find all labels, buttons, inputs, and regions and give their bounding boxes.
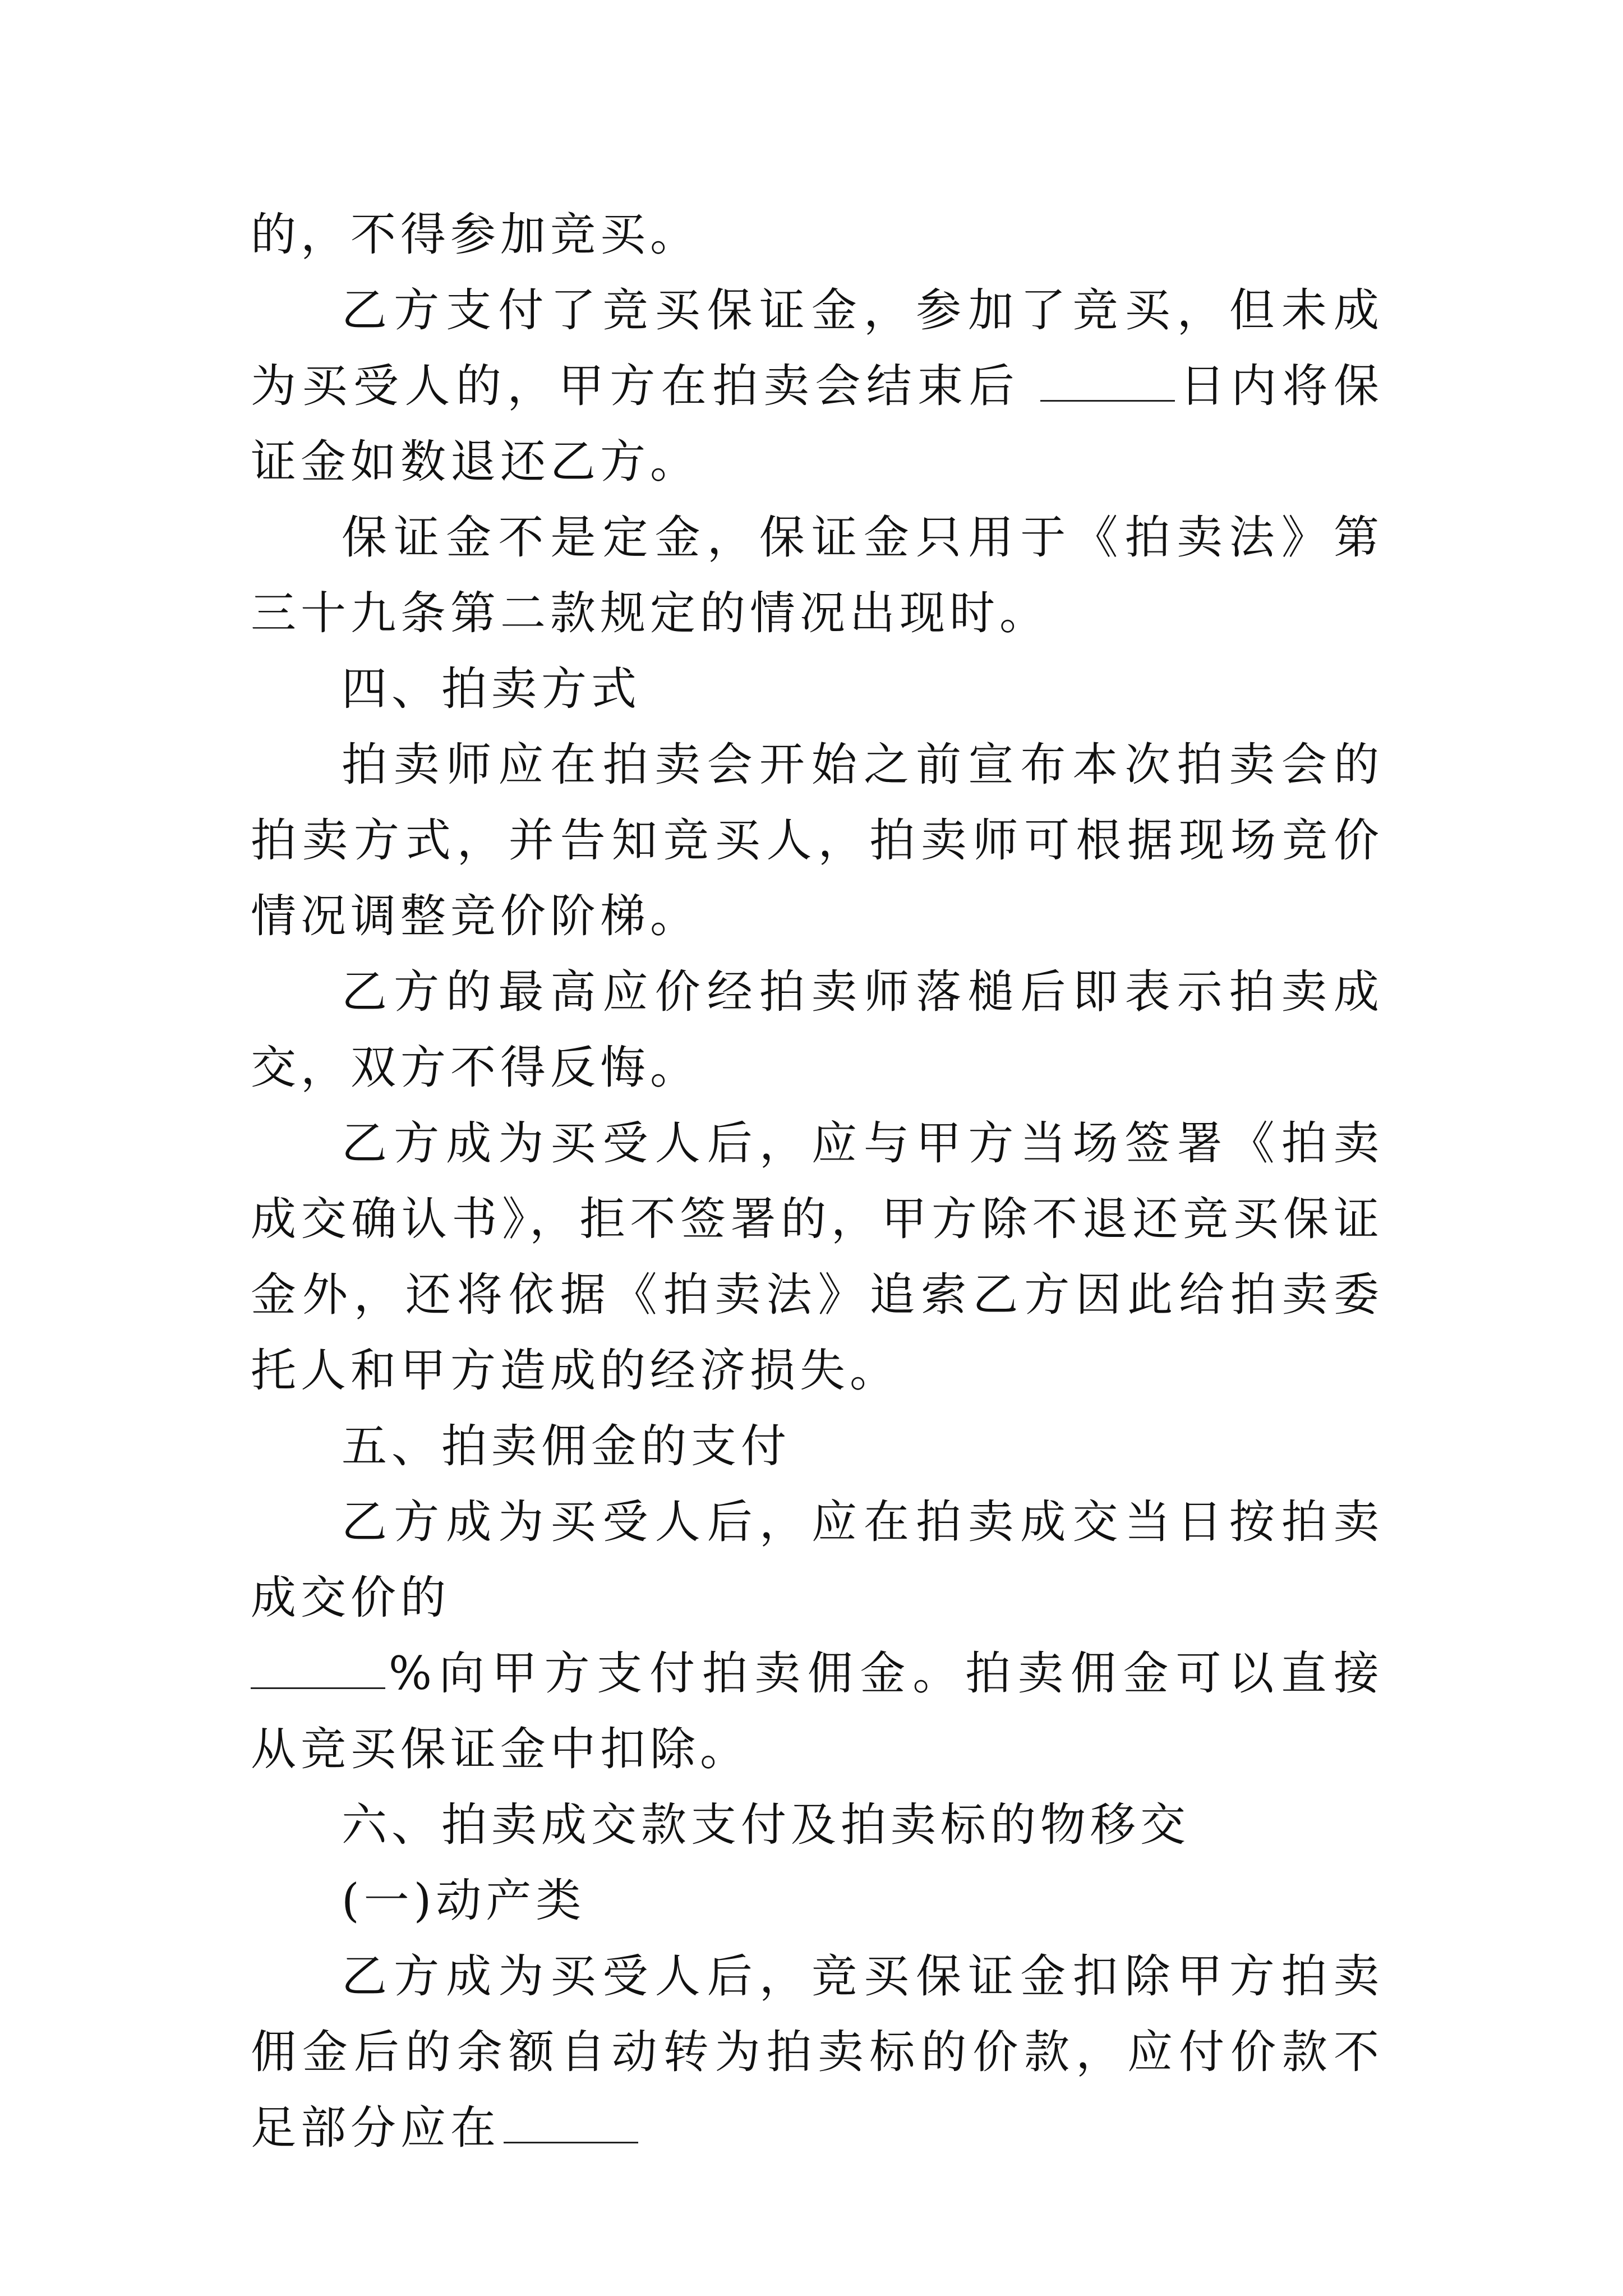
paragraph-confirmation-letter [251, 1106, 1384, 1409]
paragraph-text: 乙方成为买受人后，竞买保证金扣除甲方拍卖佣金后的余额自动转为拍卖标的价款，应付价款不足部分应在 [251, 1950, 1384, 2155]
paragraph-text: 的，不得参加竞买。 [251, 209, 700, 261]
paragraph-hammer-fall [251, 955, 1384, 1106]
paragraph-text: 日内将保证金如数退还乙方。 [251, 360, 1384, 489]
paragraph-commission-rate [251, 1636, 1384, 1788]
heading-text: (一)动产类 [342, 1875, 586, 1927]
paragraph-text: 乙方的最高应价经拍卖师落槌后即表示拍卖成交，双方不得反悔。 [251, 966, 1384, 1094]
paragraph-auctioneer-announcement [251, 728, 1384, 955]
paragraph-text: 拍卖师应在拍卖会开始之前宣布本次拍卖会的拍卖方式，并告知竞买人，拍卖师可根据现场竞价情况调整竞价阶梯。 [251, 739, 1384, 943]
fill-in-blank-deadline[interactable] [504, 2101, 638, 2143]
heading-text: 五、拍卖佣金的支付 [342, 1420, 791, 1473]
paragraph-text: 乙方支付了竞买保证金，参加了竞买，但未成为买受人的，甲方在拍卖会结束后 [251, 284, 1384, 413]
paragraph-text: 乙方成为买受人后，应与甲方当场签署《拍卖成交确认书》，拒不签署的，甲方除不退还竞买保证金外，还将依据《拍卖法》追索乙方因此给拍卖委托人和甲方造成的经济损失。 [251, 1117, 1384, 1397]
heading-text: 六、拍卖成交款支付及拍卖标的物移交 [342, 1799, 1191, 1852]
document-body [251, 197, 1384, 2166]
paragraph-commission-intro [251, 1485, 1384, 1636]
paragraph-text: 保证金不是定金，保证金只用于《拍卖法》第三十九条第二款规定的情况出现时。 [251, 512, 1384, 640]
section-heading-auction-method [251, 652, 1384, 728]
paragraph-text: 乙方成为买受人后，应在拍卖成交当日按拍卖成交价的 [251, 1496, 1384, 1625]
subsection-heading-movables [251, 1864, 1384, 1939]
section-heading-commission-payment [251, 1409, 1384, 1485]
paragraph-deposit-refund [251, 273, 1384, 500]
fill-in-blank-days[interactable] [1040, 359, 1175, 402]
section-heading-payment-transfer [251, 1788, 1384, 1864]
paragraph-continuation [251, 197, 1384, 273]
heading-text: 四、拍卖方式 [342, 663, 642, 716]
paragraph-deposit-not-earnest [251, 500, 1384, 652]
paragraph-balance-payment [251, 1939, 1384, 2166]
paragraph-text: %向甲方支付拍卖佣金。拍卖佣金可以直接从竞买保证金中扣除。 [251, 1648, 1384, 1776]
fill-in-blank-percent[interactable] [251, 1646, 385, 1689]
